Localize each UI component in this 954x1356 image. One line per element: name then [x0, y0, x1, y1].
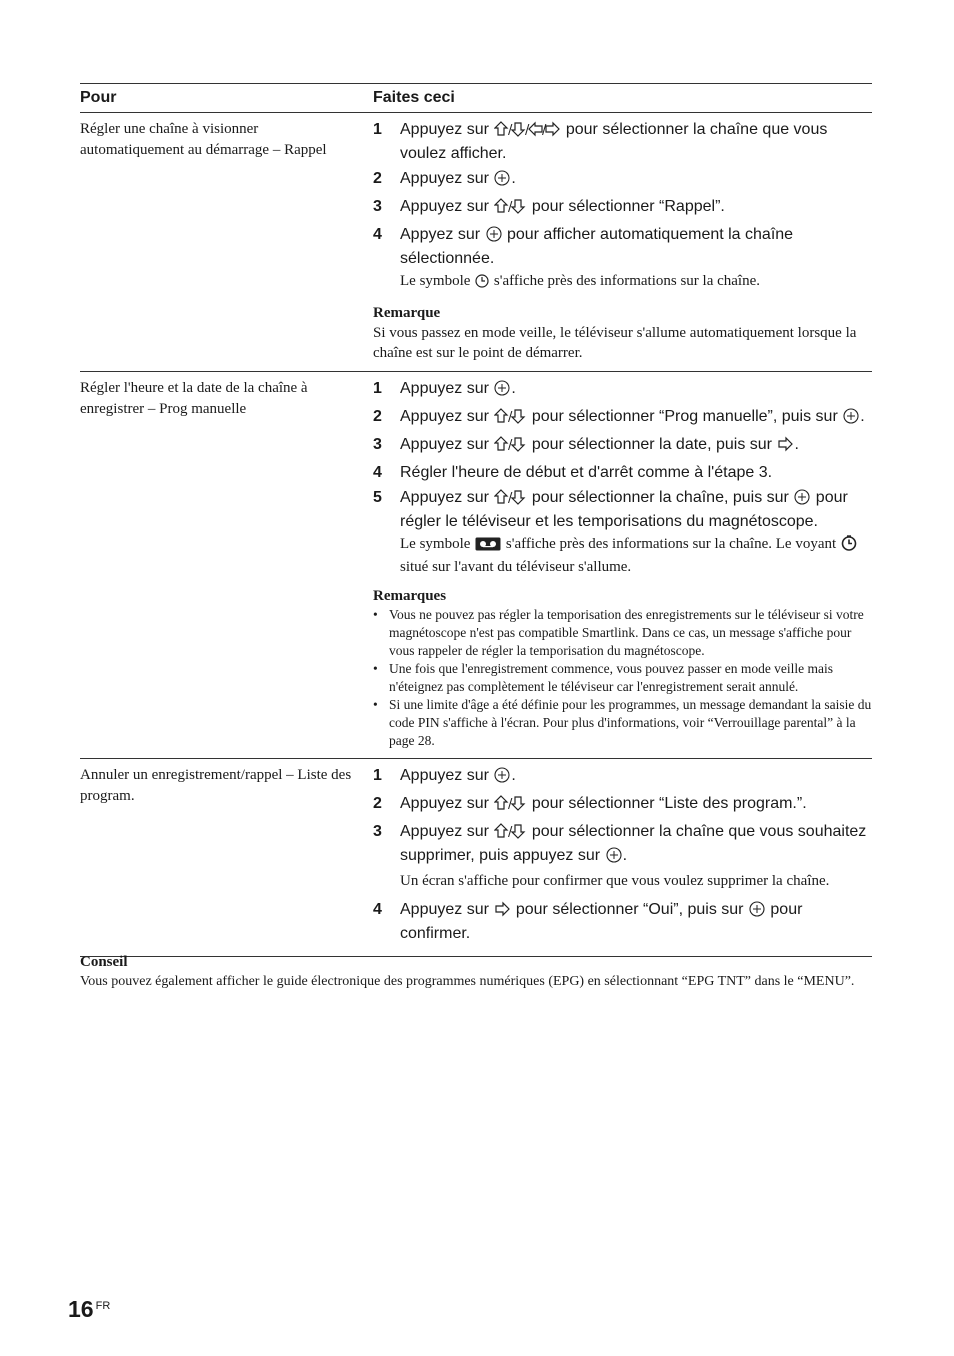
row-label: Régler l'heure et la date de la chaîne à enregistrer – Prog manuelle	[80, 380, 308, 417]
step: 3 Appuyez sur / pour sélectionner la chaîne que vous souhaitez supprimer, puis appuyez sur . Un écran s'affiche pour confirmer que vous voulez supprimer la chaîne.	[373, 821, 872, 895]
timer-icon	[841, 535, 857, 557]
up-down-left-right-arrows-icon	[494, 121, 560, 143]
step: 5 Appuyez sur / pour sélectionner la chaîne, puis sur pour régler le téléviseur et les temporisations du magnétoscope. Le symbole s'affiche près des informations sur la chaîne. Le voyant situé sur l'avant du téléviseur s'allume.	[373, 487, 872, 581]
up-down-arrows-icon	[494, 795, 526, 817]
clock-icon	[475, 274, 489, 294]
step: 2 Appuyez sur .	[373, 168, 872, 192]
table-header	[80, 84, 872, 113]
right-arrow-icon	[777, 436, 793, 458]
header-faites-ceci: Faites ceci	[373, 89, 455, 106]
step: 3 Appuyez sur / pour sélectionner la date, puis sur .	[373, 434, 872, 458]
select-button-icon	[494, 380, 510, 402]
step-note: Le symbole s'affiche près des informations sur la chaîne.	[400, 271, 872, 294]
step: 4 Appuyez sur pour sélectionner “Oui”, puis sur pour confirmer.	[373, 901, 803, 942]
row-steps	[373, 378, 872, 750]
step: 1 Appuyez sur .	[373, 378, 872, 402]
select-button-icon	[843, 408, 859, 430]
up-down-arrows-icon	[494, 823, 526, 845]
step-note: Le symbole s'affiche près des informations sur la chaîne. Le voyant situé sur l'avant du téléviseur s'allume.	[400, 534, 872, 577]
svg-text:/: /	[542, 123, 547, 137]
svg-text:/: /	[508, 200, 513, 214]
page-language: FR	[95, 1300, 111, 1312]
step-note: Un écran s'affiche pour confirmer que vous voulez supprimer la chaîne.	[400, 873, 830, 889]
page-footer	[68, 1296, 110, 1323]
right-arrow-icon	[494, 901, 510, 923]
table-row	[80, 372, 872, 759]
select-button-icon	[494, 170, 510, 192]
step: 1 Appuyez sur / / / pour sélectionner la chaîne que vous voulez afficher.	[373, 121, 828, 162]
select-button-icon	[606, 847, 622, 869]
row-label: Annuler un enregistrement/rappel – Liste des program.	[80, 767, 352, 804]
table-row	[80, 113, 872, 372]
up-down-arrows-icon	[494, 408, 526, 430]
up-down-arrows-icon	[494, 489, 526, 511]
page-number: 16	[68, 1296, 94, 1322]
select-button-icon	[749, 901, 765, 923]
remark-text: Si vous passez en mode veille, le téléviseur s'allume automatiquement lorsque la chaîne est sur le point de démarrer.	[373, 325, 857, 361]
step: 4 Appyez sur pour afficher automatiquement la chaîne sélectionnée. Le symbole s'affiche près des informations sur la chaîne.	[373, 224, 872, 298]
row-steps	[373, 765, 872, 948]
svg-text:/: /	[508, 491, 513, 505]
remarks-list	[373, 606, 872, 750]
row-steps	[373, 119, 872, 363]
vcr-icon	[475, 537, 501, 557]
step: 3 Appuyez sur / pour sélectionner “Rappel”.	[373, 196, 872, 220]
svg-text:/: /	[508, 123, 513, 137]
svg-text:/: /	[508, 797, 513, 811]
step: 1 Appuyez sur .	[373, 765, 872, 789]
select-button-icon	[794, 489, 810, 511]
svg-text:/: /	[525, 123, 530, 137]
remark-title: Remarque	[373, 305, 441, 321]
svg-text:/: /	[508, 410, 513, 424]
step: 4 Régler l'heure de début et d'arrêt comme à l'étape 3.	[373, 464, 773, 481]
list-item: • Une fois que l'enregistrement commence, vous pouvez passer en mode veille mais n'éteignez pas complètement le téléviseur car l'enregistrement serait annulé.	[373, 661, 834, 694]
select-button-icon	[494, 767, 510, 789]
step: 2 Appuyez sur / pour sélectionner “Prog manuelle”, puis sur .	[373, 406, 872, 430]
svg-text:/: /	[508, 825, 513, 839]
row-label: Régler une chaîne à visionner automatiquement au démarrage – Rappel	[80, 121, 327, 158]
select-button-icon	[486, 226, 502, 248]
tip-title: Conseil	[80, 954, 128, 970]
remarks-title: Remarques	[373, 588, 447, 604]
list-item: • Vous ne pouvez pas régler la temporisation des enregistrements sur le téléviseur si votre magnétoscope n'est pas compatible Smartlink. Dans ce cas, un message s'affiche pour vous rappeler de régler la temporisation du magnétoscope.	[373, 607, 864, 658]
list-item: • Si une limite d'âge a été définie pour les programmes, un message demandant la saisie du code PIN s'affiche à l'écran. Pour plus d'informations, voir “Verrouillage parental” à la page 28.	[373, 697, 872, 748]
step: 2 Appuyez sur / pour sélectionner “Liste des program.”.	[373, 793, 872, 817]
tip-text: Vous pouvez également afficher le guide électronique des programmes numériques (EPG) en sélectionnant “EPG TNT” dans le “MENU”.	[80, 974, 855, 989]
svg-text:/: /	[508, 438, 513, 452]
instruction-table	[80, 83, 872, 957]
header-pour: Pour	[80, 89, 117, 106]
table-row	[80, 759, 872, 957]
up-down-arrows-icon	[494, 198, 526, 220]
up-down-arrows-icon	[494, 436, 526, 458]
tip-section	[80, 953, 872, 991]
